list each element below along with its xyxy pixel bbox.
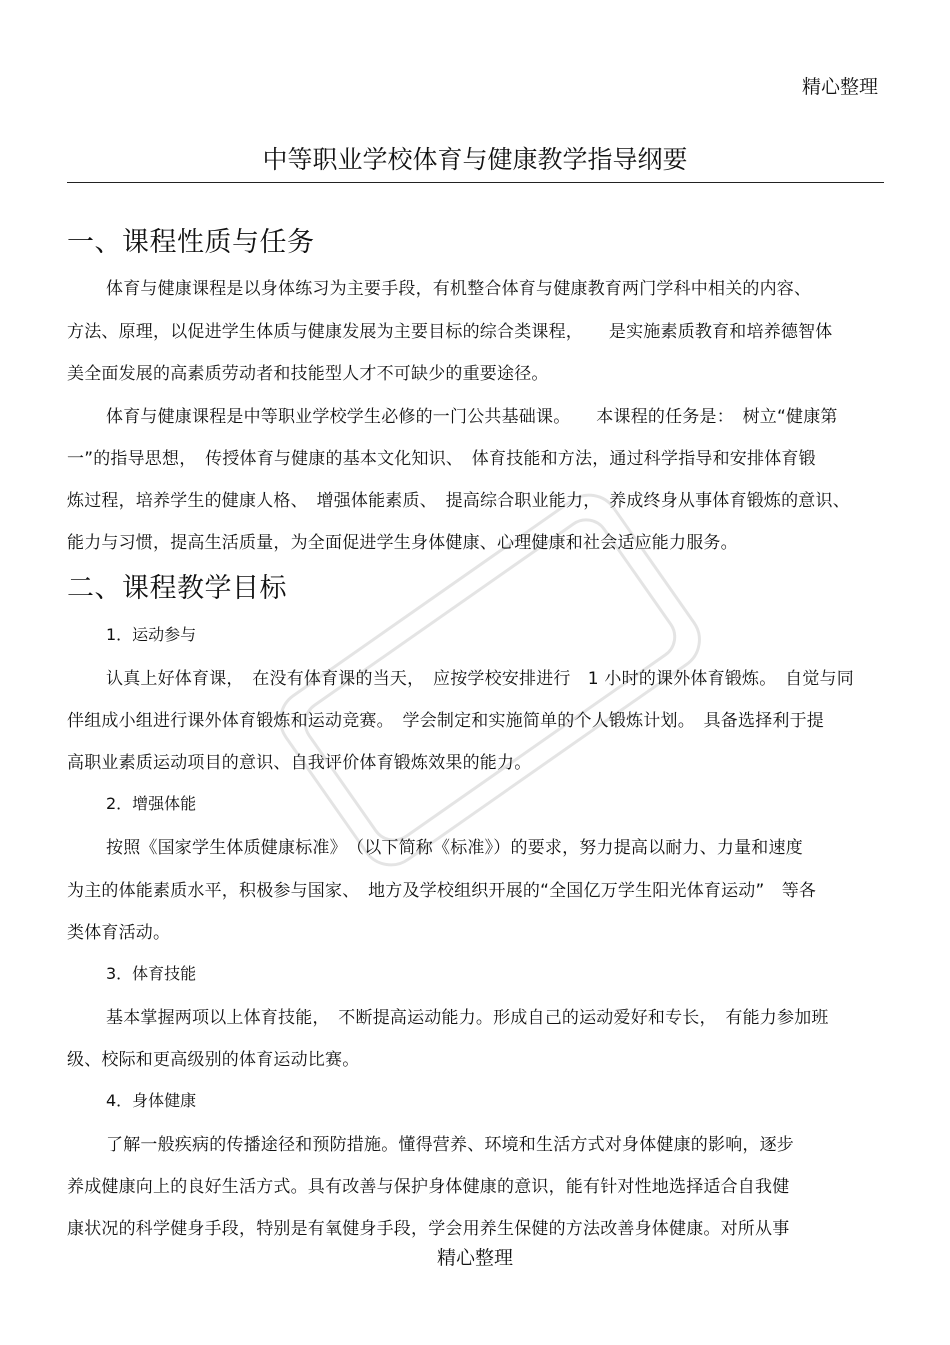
title-divider [67, 182, 884, 183]
paragraph-line: 基本掌握两项以上体育技能， 不断提高运动能力。形成自己的运动爱好和专长， 有能力参加班 [106, 1008, 829, 1028]
paragraph-line: 美全面发展的高素质劳动者和技能型人才不可缺少的重要途径。 [67, 364, 549, 384]
paragraph-line: 一”的指导思想， 传授体育与健康的基本文化知识、 体育技能和方法，通过科学指导和安排体育锻 [67, 449, 816, 469]
section-heading-2: 二、课程教学目标 [67, 573, 287, 604]
subsection-label: 4．身体健康 [106, 1091, 197, 1110]
paragraph-line: 康状况的科学健身手段，特别是有氧健身手段，学会用养生保健的方法改善身体健康。对所从事 [67, 1219, 790, 1239]
paragraph-line: 按照《国家学生体质健康标准》 （以下简称《标准》）的要求，努力提高以耐力、力量和速度 [106, 838, 803, 858]
footer-label: 精心整理 [436, 1247, 513, 1269]
paragraph-line: 炼过程，培养学生的健康人格、 增强体能素质、 提高综合职业能力， 养成终身从事体育锻炼的意识、 [67, 491, 850, 511]
subsection-label: 3．体育技能 [106, 964, 197, 983]
paragraph-line: 体育与健康课程是中等职业学校学生必修的一门公共基础课。 本课程的任务是： 树立“健康第 [106, 407, 838, 427]
paragraph-line: 认真上好体育课， 在没有体育课的当天， 应按学校安排进行 1 小时的课外体育锻炼。 自觉与同 [106, 669, 854, 689]
paragraph-line: 类体育活动。 [67, 923, 171, 943]
page-title: 中等职业学校体育与健康教学指导纲要 [262, 145, 688, 174]
paragraph-line: 为主的体能素质水平，积极参与国家、 地方及学校组织开展的“全国亿万学生阳光体育运动” 等各 [67, 881, 817, 901]
subsection-label: 1．运动参与 [106, 625, 197, 644]
header-label: 精心整理 [801, 76, 878, 98]
paragraph-line: 高职业素质运动项目的意识、自我评价体育锻炼效果的能力。 [67, 753, 532, 773]
paragraph-line: 了解一般疾病的传播途径和预防措施。懂得营养、环境和生活方式对身体健康的影响，逐步 [106, 1135, 794, 1155]
paragraph-line: 体育与健康课程是以身体练习为主要手段，有机整合体育与健康教育两门学科中相关的内容、 [106, 279, 812, 299]
section-heading-1: 一、课程性质与任务 [67, 227, 315, 258]
paragraph-line: 能力与习惯，提高生活质量，为全面促进学生身体健康、心理健康和社会适应能力服务。 [67, 533, 738, 553]
paragraph-line: 伴组成小组进行课外体育锻炼和运动竞赛。 学会制定和实施简单的个人锻炼计划。 具备选择利于提 [67, 711, 824, 731]
subsection-label: 2．增强体能 [106, 794, 197, 813]
paragraph-line: 养成健康向上的良好生活方式。具有改善与保护身体健康的意识，能有针对性地选择适合自我健 [67, 1177, 790, 1197]
paragraph-line: 方法、原理，以促进学生体质与健康发展为主要目标的综合类课程， 是实施素质教育和培养德智体 [67, 322, 833, 342]
paragraph-line: 级、校际和更高级别的体育运动比赛。 [67, 1050, 360, 1070]
